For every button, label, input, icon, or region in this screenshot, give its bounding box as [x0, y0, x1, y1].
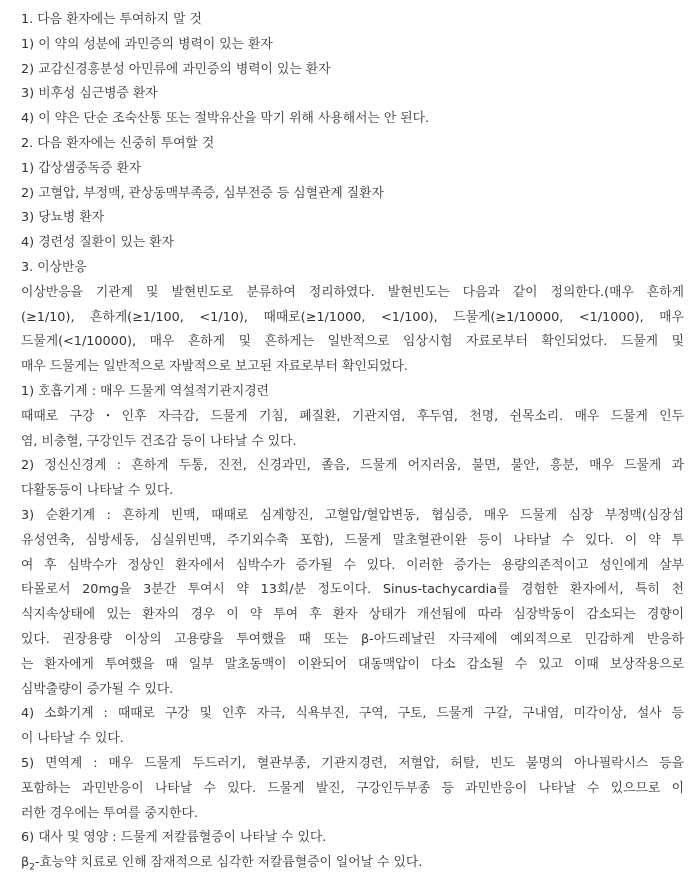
list-item: 1) 이 약의 성분에 과민증의 병력이 있는 환자: [21, 36, 273, 52]
text-line: 여 후 심박수가 정상인 환자에서 심박수가 증가될 수 있다. 이러한 증가는 용량의존적이고 성인에게 살부: [21, 557, 684, 573]
psychiatric-paragraph: [21, 454, 684, 504]
list-item: 3) 당뇨병 환자: [21, 210, 105, 226]
text-line: 5) 면역계 : 매우 드물게 두드러기, 혈관부종, 기관지경련, 저혈압, 허탈, 빈도 불명의 아나필락시스 등을: [21, 755, 684, 771]
text-line: 4) 소화기계 : 때때로 구강 및 인후 자극, 식욕부진, 구역, 구토, 드물게 구갈, 구내염, 미각이상, 설사 등: [21, 706, 684, 722]
text-line: 유성연축, 심방세동, 심실위빈맥, 주기외수축 포함), 드물게 말초혈관이완 등이 나타날 수 있다. 이 약 투: [21, 532, 684, 548]
text-line: 심박출량이 증가될 수 있다.: [21, 681, 174, 697]
text-line: 타몰로서 20mg을 3분간 투여시 약 13회/분 정도이다. Sinus-tachycardia를 경험한 환자에서, 특히 천: [21, 582, 684, 598]
section-heading: 1. 다음 환자에는 투여하지 말 것: [21, 12, 202, 27]
list-item: 3) 비후성 심근병증 환자: [21, 86, 158, 102]
text-line: 드물게(<1/10000), 매우 흔하게 및 흔하게는 일반적으로 임상시험 자료로부터 확인되었다. 드물게 및: [21, 334, 684, 350]
list-item: 1) 갑상샘중독증 환자: [21, 160, 142, 176]
immune-paragraph: [21, 752, 684, 826]
section-precautions: [21, 132, 684, 256]
respiratory-title: 1) 호흡기계 : 매우 드물게 역설적기관지경련: [21, 383, 269, 399]
text-line: 이상반응을 기관계 및 발현빈도로 분류하여 정리하였다. 발현빈도는 다음과 같이 정의한다.(매우 흔하게: [21, 284, 684, 300]
respiratory-paragraph: [21, 405, 684, 455]
text-line: 있다. 권장용량 이상의 고용량을 투여했을 때 또는 β-아드레날린 자극제에 예외적으로 민감하게 반응하: [21, 631, 684, 647]
text-line: 매우 드물게는 일반적으로 자발적으로 보고된 자료로부터 확인되었다.: [21, 359, 408, 375]
text-line: 염, 비충혈, 구강인두 건조감 등이 나타날 수 있다.: [21, 433, 297, 449]
text-line: 식지속상태에 있는 환자의 경우 이 약 투여 후 환자 상태가 개선됨에 따라 심장박동이 감소되는 경향이: [21, 607, 684, 623]
beta-symbol: β: [21, 855, 30, 871]
text-line: (≥1/10), 흔하게(≥1/100, <1/10), 때때로(≥1/1000, <1/100), 드물게(≥1/10000, <1/1000), 매우: [21, 309, 684, 325]
circulatory-paragraph: [21, 504, 684, 702]
text-line: 이 나타날 수 있다.: [21, 731, 124, 747]
text-line: 2) 정신신경계 : 흔하게 두통, 진전, 신경과민, 졸음, 드물게 어지러움, 불면, 불안, 흥분, 매우 드물게 과: [21, 458, 684, 474]
metabolism-rest: -효능약 치료로 인해 잠재적으로 심각한 저칼륨혈증이 일어날 수 있다.: [34, 855, 423, 871]
text-line: 포함하는 과민반응이 나타날 수 있다. 드물게 발진, 구강인두부종 등 과민반응이 나타날 수 있으므로 이: [21, 780, 684, 796]
section-adverse-reactions: [21, 256, 684, 876]
metabolism-text: [21, 851, 684, 876]
intro-paragraph: [21, 281, 684, 380]
text-line: 때때로 구강・인후 자극감, 드물게 기침, 폐질환, 기관지염, 후두염, 천명, 쉰목소리. 매우 드물게 인두: [21, 408, 684, 424]
metabolism-title: 6) 대사 및 영양 : 드물게 저칼륨혈증이 나타날 수 있다.: [21, 830, 327, 846]
list-item: 2) 교감신경흥분성 아민류에 과민증의 병력이 있는 환자: [21, 61, 331, 77]
digestive-paragraph: [21, 702, 684, 752]
section-heading: 3. 이상반응: [21, 259, 87, 275]
beta-subscript: 2: [29, 862, 35, 873]
list-item: 2) 고혈압, 부정맥, 관상동맥부족증, 심부전증 등 심혈관계 질환자: [21, 185, 384, 201]
list-item: 4) 이 약은 단순 조숙산통 또는 절박유산을 막기 위해 사용해서는 안 된다.: [21, 111, 430, 127]
text-line: 다활동등이 나타날 수 있다.: [21, 483, 174, 499]
text-line: 러한 경우에는 투여를 중지한다.: [21, 805, 198, 821]
list-item: 4) 경련성 질환이 있는 환자: [21, 235, 175, 251]
section-heading: 2. 다음 환자에는 신중히 투여할 것: [21, 135, 215, 151]
text-line: 3) 순환기계 : 흔하게 빈맥, 때때로 심계항진, 고혈압/혈압변동, 협심증, 매우 드물게 심장 부정맥(심장섬: [21, 507, 684, 523]
text-line: 는 환자에게 투여했을 때 일부 말초동맥이 이완되어 대동맥압이 다소 감소될 수 있고 이때 보상작용으로: [21, 656, 684, 672]
section-contraindications: [21, 8, 684, 132]
